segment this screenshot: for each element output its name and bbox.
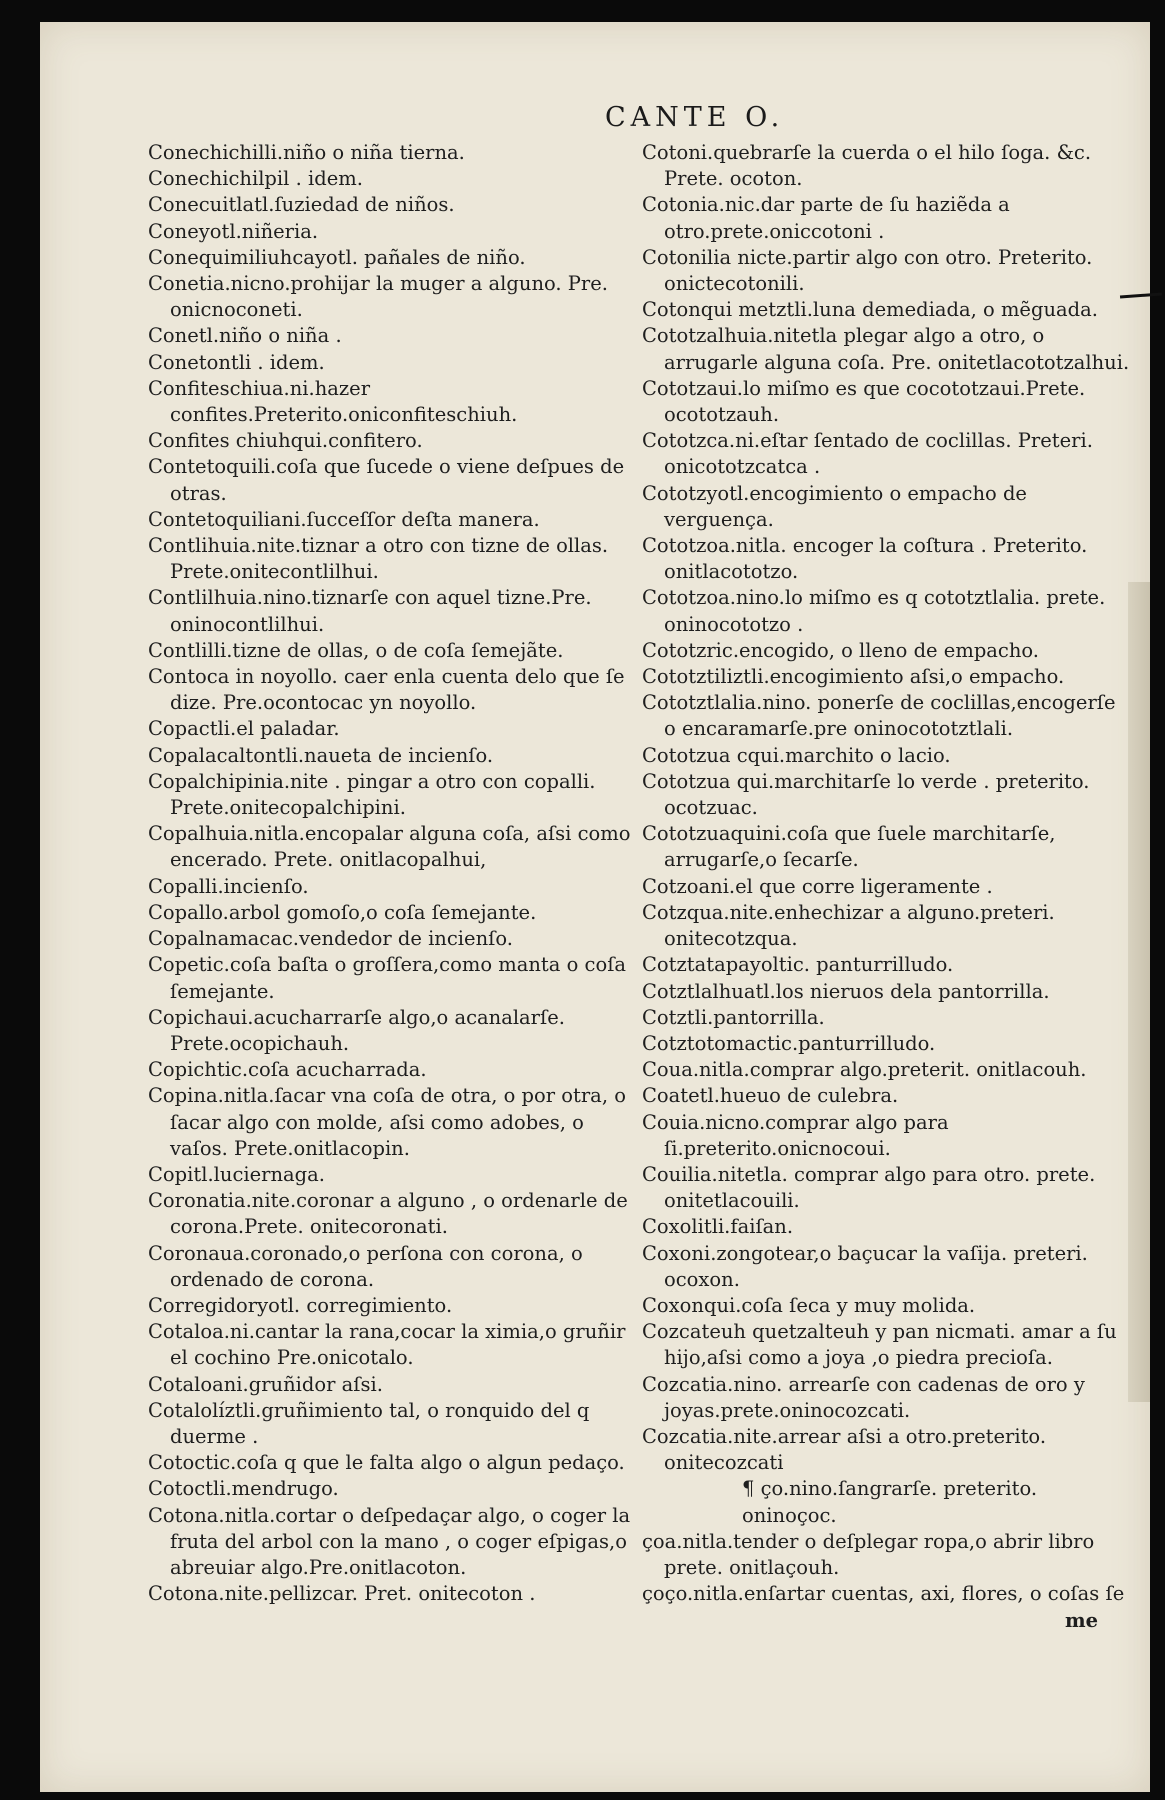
dictionary-entry: Cototzalhuia.nitetla plegar algo a otro, o arrugarle alguna coſa. Pre. onitetlacototzalhui. [642, 324, 1130, 374]
dictionary-entry: Cotona.nitla.cortar o deſpedaçar algo, o coger la fruta del arbol con la mano , o coger eſpigas,o abreuiar algo.Pre.onitlacoton. [148, 1503, 631, 1579]
dictionary-entry: Conequimiliuhcayotl. pañales de niño. [148, 245, 526, 269]
dictionary-entry: Cototzoa.nino.lo miſmo es q cototztlalia. prete. oninocototzo . [642, 586, 1106, 636]
running-head: CANTE O. [605, 102, 785, 133]
dictionary-entry: Couilia.nitetla. comprar algo para otro. prete. onitetlacouili. [642, 1162, 1096, 1213]
dictionary-entry: Conetia.nicno.prohijar la muger a alguno. Pre. onicnoconeti. [148, 272, 608, 322]
dictionary-entry: Corregidoryotl. corregimiento. [148, 1293, 453, 1317]
dictionary-entry: Cotaloani.gruñidor aſsi. [148, 1372, 383, 1396]
dictionary-entry: Couia.nicno.comprar algo para ſi.preterito.onicnocoui. [642, 1110, 949, 1160]
dictionary-entry: Copalhuia.nitla.encopalar alguna coſa, aſsi como encerado. Prete. onitlacopalhui, [148, 822, 631, 872]
dictionary-entry: Copichaui.acucharrarſe algo,o acanalarſe. Prete.ocopichauh. [148, 1005, 565, 1055]
dictionary-entry: Contetoquiliani.ſucceſſor deſta manera. [148, 507, 540, 531]
dictionary-entry: Contlilhuia.nino.tiznarſe con aquel tizne.Pre. oninocontlilhui. [148, 586, 592, 636]
dictionary-entry: Coxolitli.faiſan. [642, 1215, 794, 1239]
dictionary-entry: Copalli.incienſo. [148, 874, 309, 898]
dictionary-entry: Copalacaltontli.naueta de incienſo. [148, 743, 494, 767]
dictionary-entry: Cotonilia nicte.partir algo con otro. Preterito. onictecotonili. [642, 245, 1093, 296]
dictionary-entry: Cotzoani.el que corre ligeramente . [642, 874, 993, 898]
dictionary-entry: Coronatia.nite.coronar a alguno , o ordenarle de corona.Prete. onitecoronati. [148, 1189, 628, 1239]
dictionary-entry: ¶ ço.nino.ſangrarſe. preterito. oninoçoc. [742, 1477, 1038, 1527]
dictionary-entry: Cotzqua.nite.enhechizar a alguno.preteri. onitecotzqua. [642, 900, 1055, 951]
dictionary-entry: Cototzric.encogido, o lleno de empacho. [642, 638, 1040, 662]
dictionary-entry: Coatetl.hueuo de culebra. [642, 1084, 899, 1108]
dictionary-entry: Confites chiuhqui.confitero. [148, 429, 423, 453]
dictionary-entry: Coxonqui.coſa ſeca y muy molida. [642, 1293, 976, 1317]
dictionary-entry: Cozcatia.nino. arrearſe con cadenas de oro y joyas.prete.oninocozcati. [642, 1372, 1085, 1422]
dictionary-entry: Cotonia.nic.dar parte de ſu haziẽda a otro.prete.oniccotoni . [642, 193, 1010, 243]
dictionary-entry: Cotaloa.ni.cantar la rana,cocar la ximia,o gruñir el cochino Pre.onicotalo. [148, 1320, 626, 1370]
dictionary-entry: Cototzaui.lo miſmo es que cocototzaui.Prete. ocototzauh. [642, 376, 1086, 427]
dictionary-entry: Coxoni.zongotear,o baçucar la vaſija. preteri. ocoxon. [642, 1241, 1088, 1291]
dictionary-entry: Cototzua qui.marchitarſe lo verde . preterito. ocotzuac. [642, 769, 1090, 820]
dictionary-entry: Conechichilli.niño o niña tierna. [148, 141, 465, 164]
dictionary-entry: Cotztatapayoltic. panturrilludo. [642, 953, 954, 977]
dictionary-entry: Contlilli.tizne de ollas, o de coſa ſemejãte. [148, 638, 564, 662]
dictionary-entry: Conetontli . idem. [148, 350, 325, 374]
dictionary-entry: Copitl.luciernaga. [148, 1162, 325, 1186]
dictionary-entry: Copallo.arbol gomoſo,o coſa ſemejante. [148, 900, 537, 924]
dictionary-entry: Cotoctli.mendrugo. [148, 1477, 339, 1501]
dictionary-entry: Cotztlalhuatl.los nieruos dela pantorrilla. [642, 979, 1050, 1003]
dictionary-entry: Cotonqui metztli.luna demediada, o mẽguada. [642, 298, 1098, 322]
dictionary-entry: Coronaua.coronado,o perſona con corona, o ordenado de corona. [148, 1241, 583, 1291]
dictionary-entry: Contetoquili.coſa que ſucede o viene deſpues de otras. [148, 455, 625, 505]
dictionary-entry: Cotztotomactic.panturrilludo. [642, 1031, 936, 1055]
dictionary-entry: Cozcatia.nite.arrear aſsi a otro.preterito. onitecozcati [642, 1424, 1047, 1475]
dictionary-entry: çoa.nitla.tender o deſplegar ropa,o abrir libro prete. onitlaçouh. [642, 1529, 1095, 1579]
catchword: me [1065, 1609, 1099, 1632]
dictionary-entry: Cototzca.ni.eſtar ſentado de coclillas. Preteri. onicototzcatca . [642, 429, 1093, 479]
dictionary-entry: Cototzyotl.encogimiento o empacho de verguença. [642, 481, 1027, 531]
dictionary-entry: Cotalolíztli.gruñimiento tal, o ronquido del q duerme . [148, 1398, 590, 1448]
dictionary-entry: Conecuitlatl.ſuziedad de niños. [148, 193, 455, 217]
dictionary-entry: Cotztli.pantorrilla. [642, 1005, 825, 1029]
dictionary-entry: Copactli.el paladar. [148, 717, 340, 741]
dictionary-entry: Cozcateuh quetzalteuh y pan nicmati. amar a ſu hijo,aſsi como a joya ,o piedra precioſa. [642, 1320, 1117, 1370]
dictionary-entry: Contoca in noyollo. caer enla cuenta delo que ſe dize. Pre.ocontocac yn noyollo. [148, 665, 625, 715]
dictionary-entry: Cototzoa.nitla. encoger la coſtura . Preterito. onitlacototzo. [642, 534, 1088, 584]
dictionary-entry: çoço.nitla.enſartar cuentas, axi, flores, o coſas ſe [642, 1582, 1125, 1606]
dictionary-entry: Copetic.coſa baſta o groſſera,como manta o coſa ſemejante. [148, 953, 627, 1003]
dictionary-entry: Conechichilpil . idem. [148, 167, 363, 191]
dictionary-entry: Copalnamacac.vendedor de incienſo. [148, 927, 513, 951]
dictionary-entry: Cototztlalia.nino. ponerſe de coclillas,encogerſe o encaramarſe.pre oninocototztlali. [642, 691, 1116, 741]
dictionary-entry: Cotona.nite.pellizcar. Pret. onitecoton . [148, 1582, 536, 1606]
left-column [148, 140, 638, 1607]
right-column [642, 140, 1132, 1607]
dictionary-entry: Conetl.niño o niña . [148, 324, 342, 348]
dictionary-entry: Cotoni.quebrarſe la cuerda o el hilo ſoga. &c. Prete. ocoton. [642, 141, 1092, 191]
dictionary-entry: Cototzua cqui.marchito o lacio. [642, 743, 951, 767]
dictionary-entry: Cotoctic.coſa q que le falta algo o algun pedaço. [148, 1451, 625, 1475]
dictionary-entry: Contlihuia.nite.tiznar a otro con tizne de ollas. Prete.onitecontlilhui. [148, 534, 609, 584]
book-page [40, 22, 1150, 1792]
dictionary-entry: Coneyotl.niñeria. [148, 219, 319, 243]
dictionary-entry: Coua.nitla.comprar algo.preterit. onitlacouh. [642, 1058, 1087, 1082]
dictionary-entry: Copalchipinia.nite . pingar a otro con copalli. Prete.onitecopalchipini. [148, 769, 596, 820]
dictionary-entry: Confiteschiua.ni.hazer confites.Preterito.oniconfiteschiuh. [148, 376, 518, 427]
dictionary-entry: Cototzuaquini.coſa que ſuele marchitarſe, arrugarſe,o ſecarſe. [642, 822, 1056, 872]
dictionary-entry: Copina.nitla.ſacar vna coſa de otra, o por otra, o ſacar algo con molde, aſsi como adobes, o vaſos. Prete.onitlacopin. [148, 1084, 626, 1160]
dictionary-entry: Cototztiliztli.encogimiento aſsi,o empacho. [642, 665, 1065, 689]
dictionary-entry: Copichtic.coſa acucharrada. [148, 1058, 427, 1082]
